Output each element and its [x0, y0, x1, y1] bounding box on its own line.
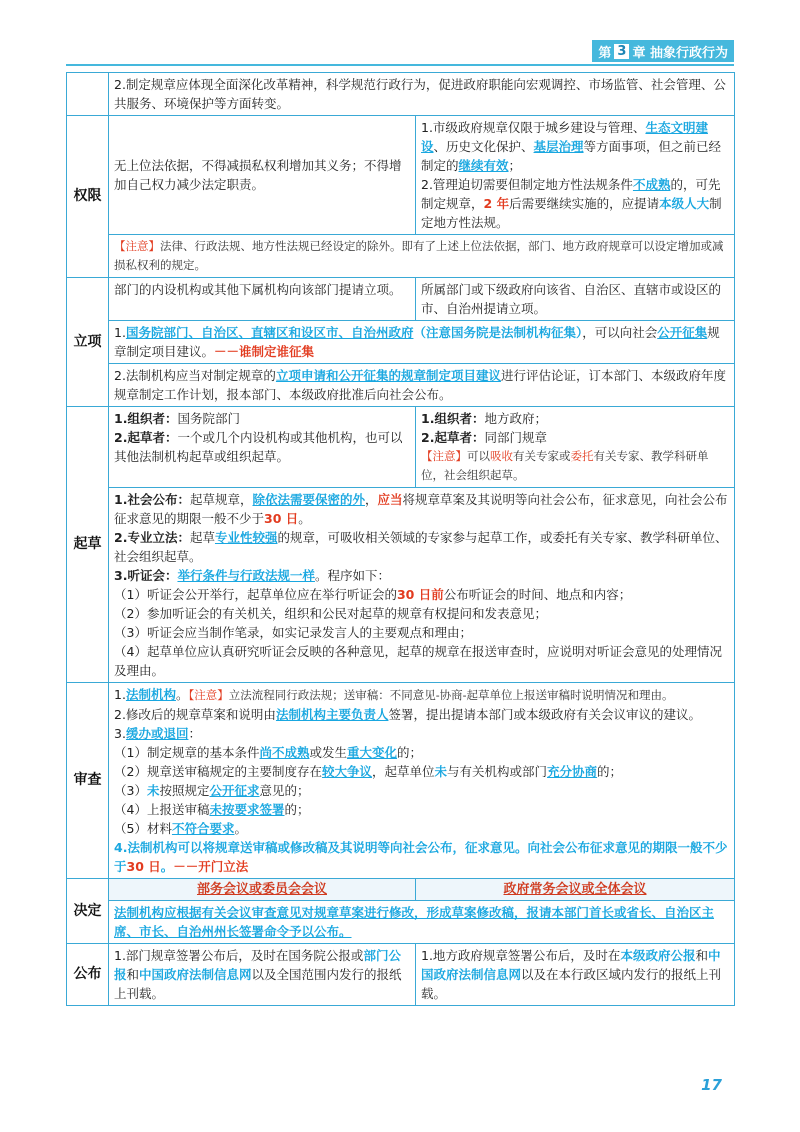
- page-number: 17: [701, 1076, 722, 1094]
- jueding-text: 法制机构应根据有关会议审查意见对规章草案进行修改，形成草案修改稿，报请本部门首长或省长、自治区主席、市长、自治州州长签署命令予以公布。: [109, 901, 735, 944]
- row-qicao-details: [67, 488, 735, 683]
- chapter-title: 章 抽象行政行为: [632, 45, 728, 61]
- label-qicao: 起草: [67, 407, 109, 683]
- row-qicao: [67, 407, 735, 488]
- row-lixiang-2: [67, 364, 735, 407]
- lixiang-right: 所属部门或下级政府向该省、自治区、直辖市或设区的市、自治州提请立项。: [416, 278, 735, 321]
- label-gongbu: 公布: [67, 944, 109, 1006]
- row-lixiang: [67, 278, 735, 321]
- chapter-number: 3: [614, 44, 629, 59]
- lixiang-item-1: 1.国务院部门、自治区、直辖区和设区市、自治州政府（注意国务院是法制机构征集），可以向社会公开征集规章制定项目建议。－－谁制定谁征集: [109, 321, 735, 364]
- row-jueding: [67, 879, 735, 901]
- header-divider: [66, 64, 734, 66]
- row-jueding-text: [67, 901, 735, 944]
- chapter-header: [592, 40, 734, 62]
- row-quanxian: [67, 116, 735, 235]
- gongbu-right: 1.地方政府规章签署公布后，及时在本级政府公报和中国政府法制信息网以及在本行政区域内发行的报纸上刊载。: [416, 944, 735, 1006]
- row-top: [67, 73, 735, 116]
- row-quanxian-note: [67, 235, 735, 278]
- qicao-details: 1.社会公布：起草规章，除依法需要保密的外，应当将规章草案及其说明等向社会公布，征求意见，向社会公布征求意见的期限一般不少于30 日。 2.专业立法：起草专业性较强的规章，可吸收相关领域的专家参与起草工作，或委托有关专家、教学科研单位、社会组织起草。 3.听证会：举行条件与行政法规一样。程序如下： （1）听证会公开举行，起草单位应在举行听证会的30 日前公布听证会的时间、地点和内容； （2）参加听证会的有关机关，组织和公民对起草的规章有权提问和发表意见； （3）听证会应当制作笔录，如实记录发言人的主要观点和理由； （4）起草单位应认真研究听证会反映的各种意见，起草的规章在报送审查时，应说明对听证会意见的处理情况及理由。: [109, 488, 735, 683]
- quanxian-left: 无上位法依据，不得减损私权利增加其义务；不得增加自己权力减少法定职责。: [109, 116, 416, 235]
- qicao-left: 1.组织者：国务院部门 2.起草者：一个或几个内设机构或其他机构，也可以其他法制机构起草或组织起草。: [109, 407, 416, 488]
- label-shencha: 审查: [67, 683, 109, 879]
- shencha-details: 1.法制机构。【注意】立法流程同行政法规；送审稿：不同意见-协商-起草单位上报送审稿时说明情况和理由。 2.修改后的规章草案和说明由法制机构主要负责人签署，提出提请本部门或本级政府有关会议审议的建议。 3.缓办或退回： （1）制定规章的基本条件尚不成熟或发生重大变化的； （2）规章送审稿规定的主要制度存在较大争议，起草单位未与有关机构或部门充分协商的； （3）未按照规定公开征求意见的； （4）上报送审稿未按要求签署的； （5）材料不符合要求。 4.法制机构可以将规章送审稿或修改稿及其说明等向社会公布，征求意见。向社会公布征求意见的期限一般不少于30 日。－－开门立法: [109, 683, 735, 879]
- label-jueding: 决定: [67, 879, 109, 944]
- label-quanxian: 权限: [67, 116, 109, 278]
- quanxian-note: 【注意】法律、行政法规、地方性法规已经设定的除外。即有了上述上位法依据，部门、地方政府规章可以设定增加或减损私权利的规定。: [109, 235, 735, 278]
- gongbu-left: 1.部门规章签署公布后，及时在国务院公报或部门公报和中国政府法制信息网以及全国范围内发行的报纸上刊载。: [109, 944, 416, 1006]
- lixiang-item-2: 2.法制机构应当对制定规章的立项申请和公开征集的规章制定项目建议进行评估论证，订本部门、本级政府年度规章制定工作计划，报本部门、本级政府批准后向社会公布。: [109, 364, 735, 407]
- quanxian-right: 1.市级政府规章仅限于城乡建设与管理、生态文明建设、历史文化保护、基层治理等方面事项，但之前已经制定的继续有效； 2.管理迫切需要但制定地方性法规条件不成熟的，可先制定规章，2 年后需要继续实施的，应提请本级人大制定地方性法规。: [416, 116, 735, 235]
- chapter-prefix: 第: [598, 45, 612, 61]
- row-lixiang-1: [67, 321, 735, 364]
- row-gongbu: [67, 944, 735, 1006]
- label-lixiang: 立项: [67, 278, 109, 407]
- rules-table: [66, 72, 735, 1006]
- jueding-right-caption: 政府常务会议或全体会议: [416, 879, 735, 901]
- row-shencha: [67, 683, 735, 879]
- jueding-left-caption: 部务会议或委员会会议: [109, 879, 416, 901]
- lixiang-left: 部门的内设机构或其他下属机构向该部门提请立项。: [109, 278, 416, 321]
- qicao-right: 1.组织者：地方政府； 2.起草者：同部门规章 【注意】可以吸收有关专家或委托有关专家、教学科研单位，社会组织起草。: [416, 407, 735, 488]
- top-text: 2.制定规章应体现全面深化改革精神，科学规范行政行为，促进政府职能向宏观调控、市场监管、社会管理、公共服务、环境保护等方面转变。: [109, 73, 735, 116]
